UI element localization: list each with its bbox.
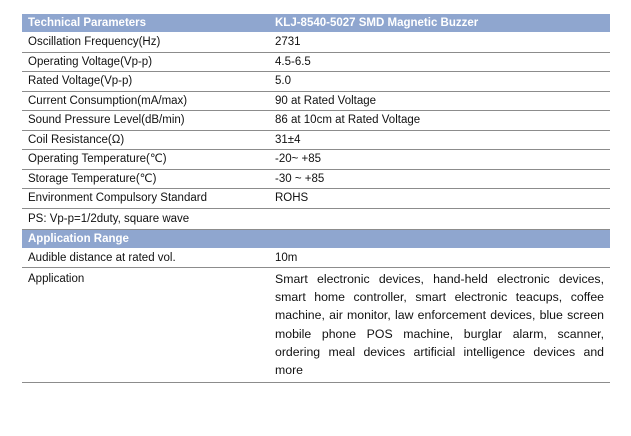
header-empty (272, 230, 610, 248)
technical-parameters-header (22, 14, 610, 33)
param-value: -20~ +85 (275, 153, 322, 165)
param-label: Rated Voltage(Vp-p) (28, 75, 133, 87)
table-row (22, 249, 610, 269)
param-value: ROHS (275, 192, 309, 204)
param-value: -30 ~ +85 (275, 172, 325, 185)
param-value: 2731 (275, 36, 301, 48)
table-row (22, 72, 610, 92)
table-row (22, 53, 610, 73)
table-row (22, 33, 610, 53)
table-row (22, 150, 610, 170)
table-row (22, 111, 610, 131)
header-label: Application Range (28, 232, 129, 245)
header-label: Technical Parameters (28, 17, 147, 29)
param-label: Audible distance at rated vol. (28, 251, 176, 264)
note-text: PS: Vp-p=1/2duty, square wave (28, 212, 190, 225)
param-label: Oscillation Frequency(Hz) (28, 36, 161, 48)
param-value: 4.5-6.5 (275, 55, 311, 68)
table-row (22, 268, 610, 383)
application-description: Smart electronic devices, hand-held electronic devices, smart home controller, smart electronic teacups, coffee machine, air monitor, law enforcement devices, blue screen mobile phone POS machine, burglar alarm, scanner, ordering meal devices artificial intelligence devices and more (275, 272, 604, 378)
param-label: Storage Temperature(℃) (28, 172, 157, 185)
param-value: 31±4 (275, 133, 301, 146)
param-label: Sound Pressure Level(dB/min) (28, 114, 185, 126)
table-row (22, 170, 610, 190)
spec-table (22, 14, 610, 383)
param-label: Application (28, 273, 85, 285)
param-value: 90 at Rated Voltage (275, 94, 377, 107)
note-row (22, 209, 610, 230)
param-label: Operating Temperature(℃) (28, 153, 167, 165)
param-label: Coil Resistance(Ω) (28, 133, 125, 146)
table-row (22, 92, 610, 112)
param-value: 10m (275, 251, 298, 264)
param-label: Environment Compulsory Standard (28, 192, 207, 204)
application-range-header (22, 230, 610, 249)
param-value: 5.0 (275, 75, 291, 87)
param-label: Current Consumption(mA/max) (28, 94, 188, 107)
table-row (22, 189, 610, 209)
param-label: Operating Voltage(Vp-p) (28, 55, 153, 68)
header-model: KLJ-8540-5027 SMD Magnetic Buzzer (275, 17, 479, 29)
table-row (22, 131, 610, 151)
param-value: 86 at 10cm at Rated Voltage (275, 114, 421, 126)
